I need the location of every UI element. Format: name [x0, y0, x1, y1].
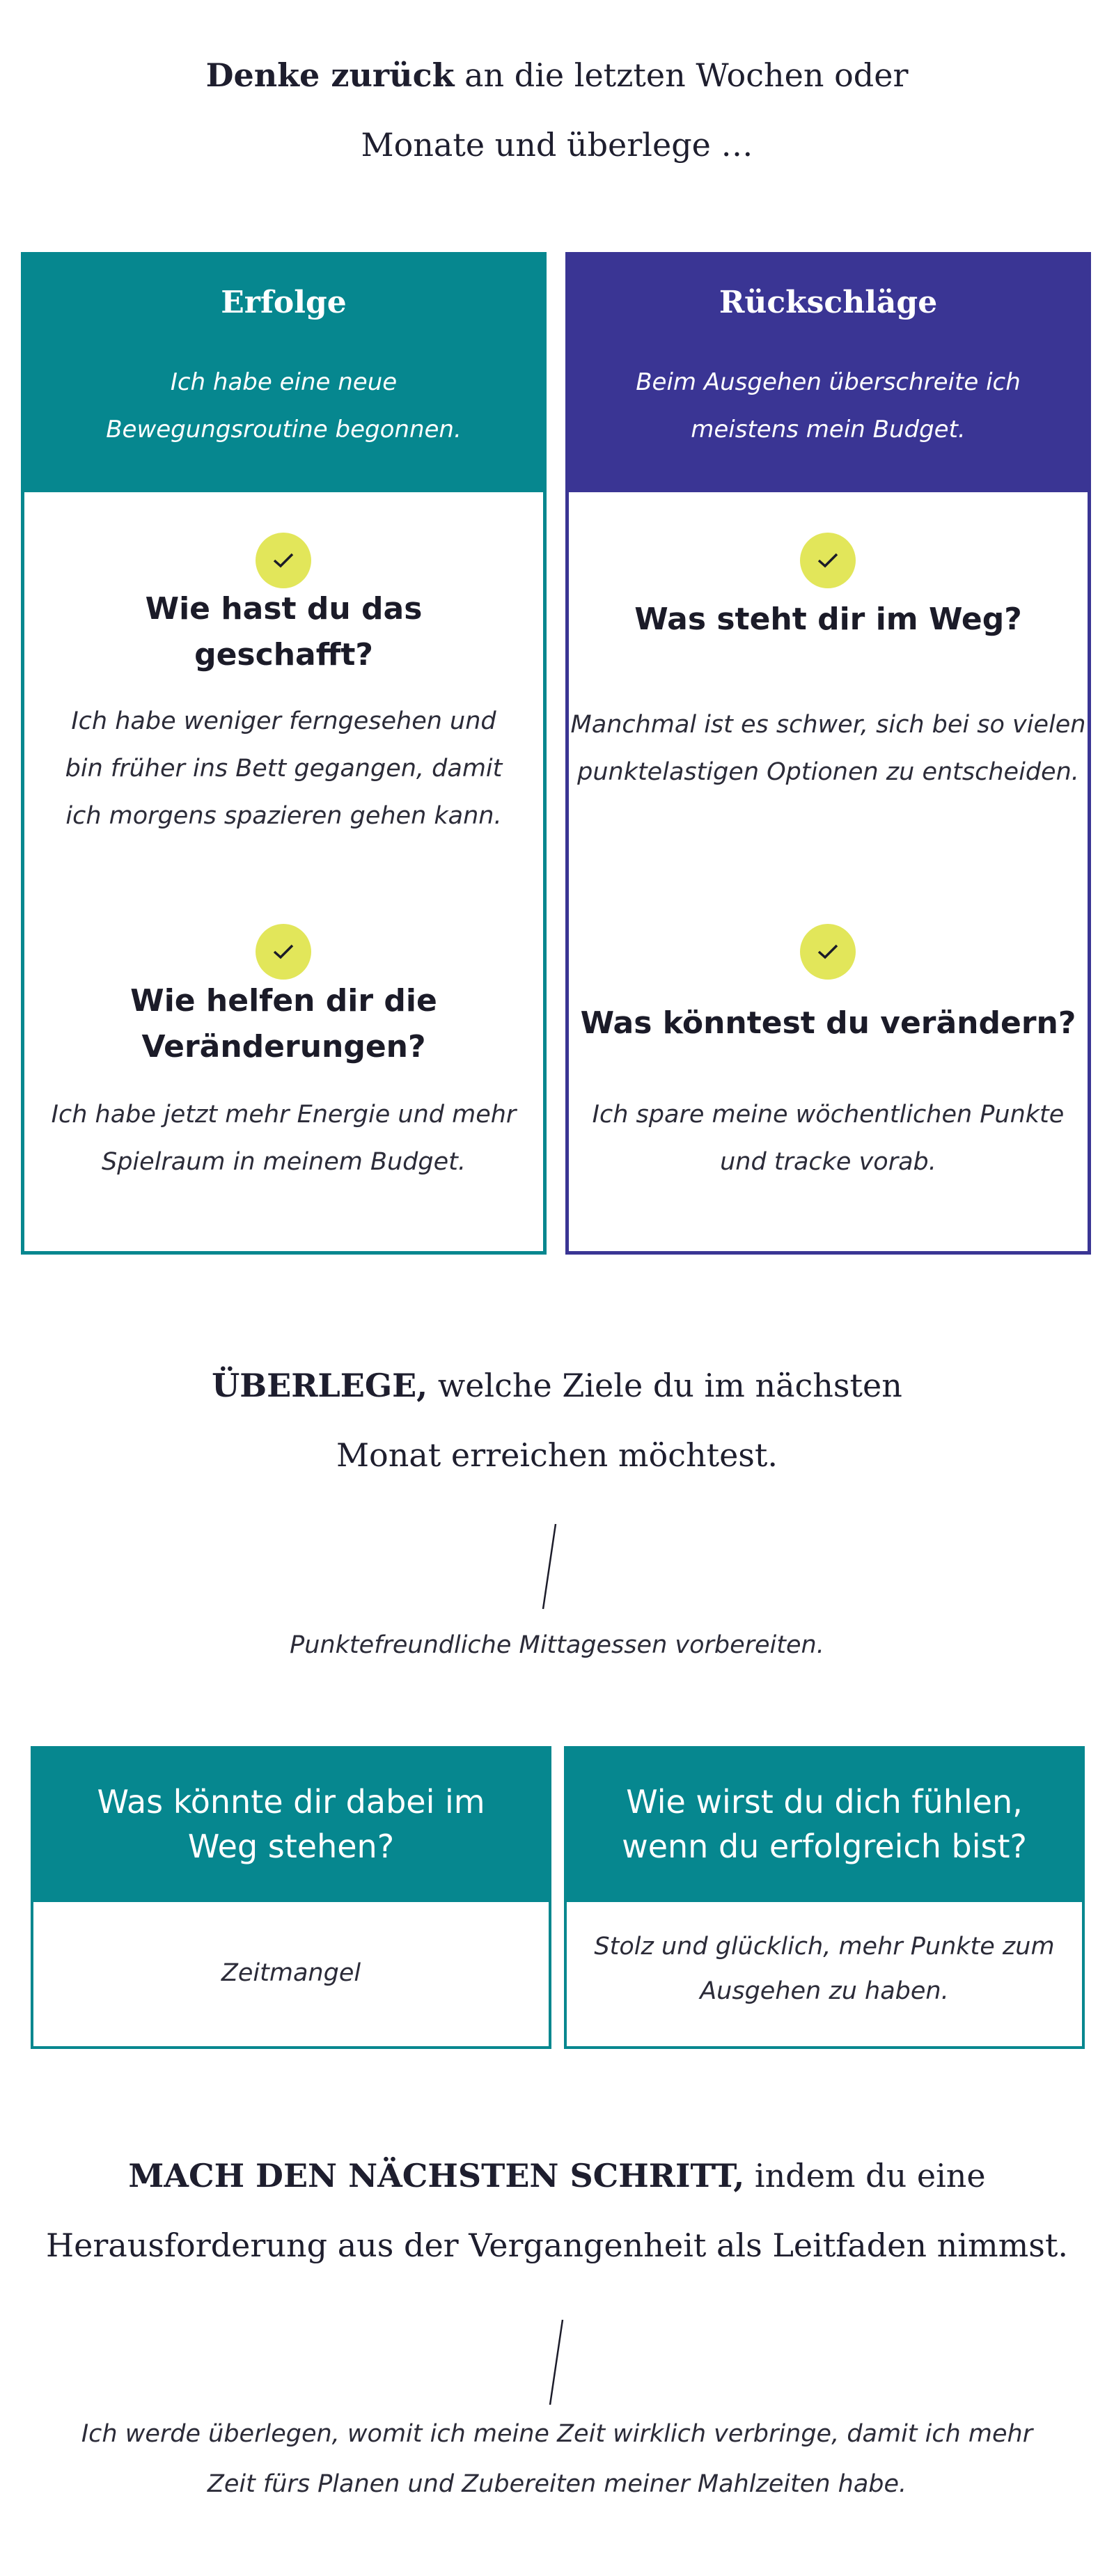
successes-header	[24, 256, 543, 492]
check-icon	[800, 533, 856, 588]
setbacks-a2-line2: und tracke vorab.	[720, 1148, 936, 1176]
successes-a2-line2: Spielraum in meinem Budget.	[102, 1148, 466, 1176]
goals-answer: Punktefreundliche Mittagessen vorbereiten.	[290, 1631, 824, 1659]
goals-line1: welche Ziele du im nächsten	[427, 1367, 902, 1404]
successes-q2-line2: Veränderungen?	[141, 1029, 426, 1065]
next-step-answer-line2: Zeit fürs Planen und Zubereiten meiner Mahlzeiten habe.	[207, 2470, 907, 2498]
successes-answer-1	[24, 698, 543, 840]
successes-q1-line2: geschafft?	[194, 637, 373, 673]
successes-title: Erfolge	[221, 285, 347, 320]
obstacle-answer: Zeitmangel	[221, 1959, 361, 1987]
feeling-a-line2: Ausgehen zu haben.	[700, 1977, 949, 2005]
goals-line2: Monat erreichen möchtest.	[336, 1436, 778, 1474]
check-icon	[256, 924, 311, 980]
feeling-q-line1: Wie wirst du dich fühlen,	[626, 1783, 1023, 1821]
setbacks-answer-1	[569, 701, 1088, 796]
setbacks-question-1: Was steht dir im Weg?	[634, 602, 1022, 637]
next-step-prompt	[0, 2141, 1114, 2280]
setbacks-card	[565, 252, 1091, 1255]
next-step-answer-line1: Ich werde überlegen, womit ich meine Zeit wirklich verbringe, damit ich mehr	[81, 2420, 1033, 2448]
intro-line2: Monate und überlege …	[361, 126, 753, 164]
goals-prompt	[0, 1351, 1114, 1490]
setbacks-a2-line1: Ich spare meine wöchentlichen Punkte	[592, 1101, 1065, 1129]
obstacle-q-line2: Weg stehen?	[187, 1828, 395, 1865]
feeling-question	[567, 1780, 1082, 1869]
setbacks-subtitle-line1: Beim Ausgehen überschreite ich	[636, 368, 1021, 396]
successes-subtitle-line1: Ich habe eine neue	[170, 368, 398, 396]
setbacks-a1-line2: punktelastigen Optionen zu entscheiden.	[577, 758, 1079, 786]
successes-answer-2	[24, 1091, 543, 1186]
obstacle-header	[33, 1749, 549, 1902]
successes-question-2	[24, 978, 543, 1070]
setbacks-subtitle-line2: meistens mein Budget.	[691, 416, 966, 443]
successes-subtitle-line2: Bewegungsroutine begonnen.	[106, 416, 462, 443]
feeling-header	[567, 1749, 1082, 1902]
successes-subtitle	[24, 359, 543, 453]
slash-divider	[529, 1521, 571, 1612]
obstacle-card	[31, 1746, 551, 2049]
feeling-card	[564, 1746, 1085, 2049]
intro-text	[0, 40, 1114, 180]
setbacks-subtitle	[569, 359, 1088, 453]
obstacle-q-line1: Was könnte dir dabei im	[97, 1783, 485, 1821]
feeling-answer	[567, 1924, 1082, 2013]
setbacks-a1-line1: Manchmal ist es schwer, sich bei so vielen	[570, 711, 1086, 739]
goals-bold: ÜBERLEGE,	[212, 1367, 428, 1404]
setbacks-answer-2	[569, 1091, 1088, 1186]
feeling-a-line1: Stolz und glücklich, mehr Punkte zum	[594, 1933, 1055, 1961]
successes-a1-line1: Ich habe weniger ferngesehen und	[71, 707, 496, 735]
successes-q1-line1: Wie hast du das	[145, 591, 423, 627]
successes-q2-line1: Wie helfen dir die	[130, 983, 437, 1019]
obstacle-question	[33, 1780, 549, 1869]
check-icon	[800, 924, 856, 980]
intro-bold: Denke zurück	[205, 56, 455, 94]
next-step-line1: indem du eine	[744, 2157, 986, 2194]
check-icon	[256, 533, 311, 588]
next-step-answer	[0, 2409, 1114, 2509]
intro-line1: an die letzten Wochen oder	[454, 56, 909, 94]
successes-a1-line3: ich morgens spazieren gehen kann.	[65, 802, 502, 830]
successes-a1-line2: bin früher ins Bett gegangen, damit	[65, 755, 503, 783]
successes-question-1	[24, 586, 543, 678]
feeling-q-line2: wenn du erfolgreich bist?	[622, 1828, 1027, 1865]
setbacks-header	[569, 256, 1088, 492]
slash-divider	[536, 2317, 578, 2408]
next-step-bold: MACH DEN NÄCHSTEN SCHRITT,	[128, 2157, 745, 2194]
setbacks-title: Rückschläge	[719, 285, 938, 320]
successes-a2-line1: Ich habe jetzt mehr Energie und mehr	[51, 1101, 517, 1129]
successes-card	[21, 252, 547, 1255]
setbacks-question-2: Was könntest du verändern?	[580, 1005, 1076, 1041]
next-step-line2: Herausforderung aus der Vergangenheit als Leitfaden nimmst.	[46, 2226, 1068, 2264]
